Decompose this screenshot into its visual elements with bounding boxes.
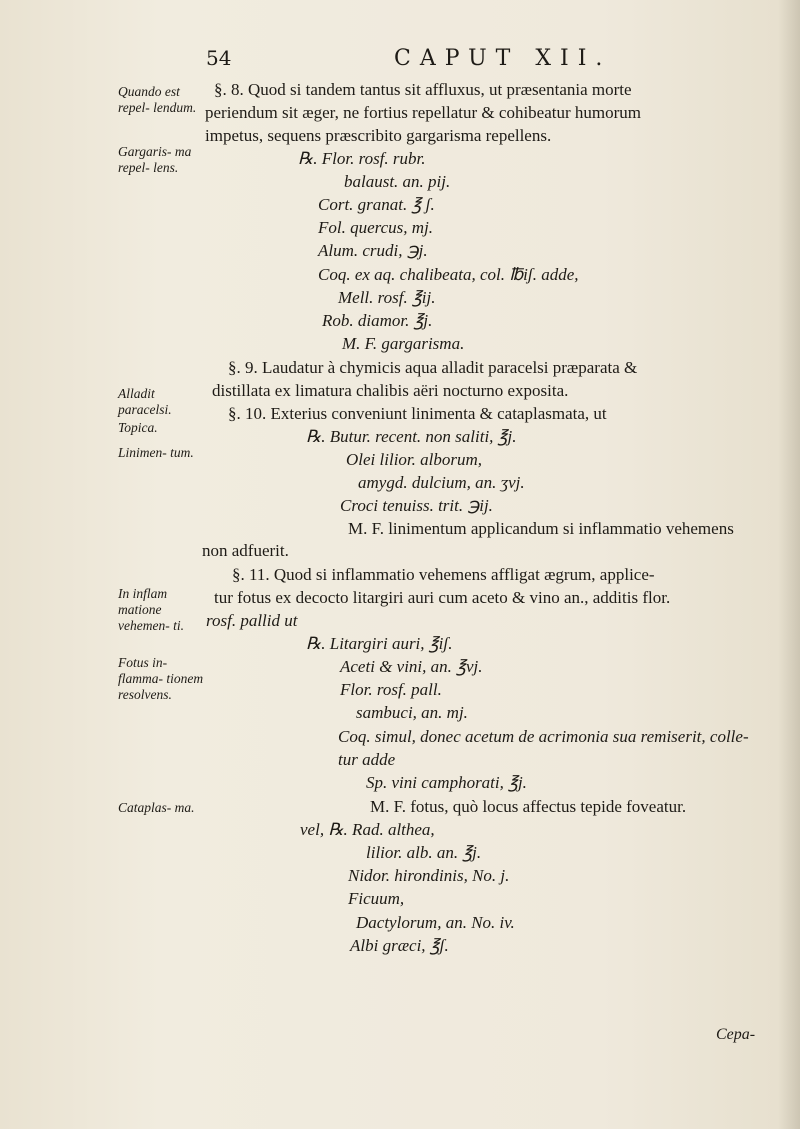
text-line: §. 11. Quod si inflammatio vehemens affligat ægrum, applice- <box>232 565 655 584</box>
text-line: §. 10. Exterius conveniunt linimenta & cataplasmata, ut <box>228 404 607 423</box>
recipe-line: Flor. rosf. pall. <box>340 680 442 699</box>
recipe-line: Fol. quercus, mj. <box>318 218 434 237</box>
recipe-line: ℞. Flor. rosf. rubr. <box>298 149 426 168</box>
recipe-line: Coq. ex aq. chalibeata, col. ℔iʃ. adde, <box>318 265 579 284</box>
margin-note-inflammatione: In inflam matione vehemen- ti. <box>118 586 184 633</box>
recipe-line: Coq. simul, donec acetum de acrimonia sua remiserit, colle- <box>338 727 749 746</box>
recipe-line: ℞. Butur. recent. non saliti, ℥j. <box>306 427 517 446</box>
recipe-line: Mell. rosf. ℥ij. <box>338 288 436 307</box>
text-line: rosf. pallid ut <box>206 611 298 630</box>
page-number: 54 <box>206 46 232 70</box>
page-header <box>0 46 800 76</box>
text-line: impetus, sequens præscribito gargarisma repellens. <box>205 126 552 145</box>
text-line: non adfuerit. <box>202 541 289 560</box>
catchword: Cepa- <box>716 1026 756 1043</box>
margin-note-alladit: Alladit paracelsi. <box>118 386 172 417</box>
recipe-line: Albi græci, ℥ʃ. <box>350 936 449 955</box>
text-line: M. F. fotus, quò locus affectus tepide foveatur. <box>370 797 687 816</box>
text-line: §. 9. Laudatur à chymicis aqua alladit paracelsi præparata & <box>228 358 638 377</box>
recipe-line: Alum. crudi, ℈j. <box>318 241 428 260</box>
recipe-line: lilior. alb. an. ℥j. <box>366 843 482 862</box>
margin-note-fotus: Fotus in- flamma- tionem resolvens. <box>118 655 204 702</box>
page-edge-shadow <box>778 0 800 1129</box>
text-line: periendum sit æger, ne fortius repellatur & cohibeatur humorum <box>205 103 642 122</box>
recipe-line: tur adde <box>338 750 396 769</box>
margin-note-linimentum: Linimen- tum. <box>118 445 194 460</box>
recipe-line: amygd. dulcium, an. ʒvj. <box>358 473 525 492</box>
recipe-line: Olei lilior. alborum, <box>346 450 483 469</box>
margin-note-quando: Quando est repel- lendum. <box>118 84 197 115</box>
text-line: §. 8. Quod si tandem tantus sit affluxus, ut præsentania morte <box>214 80 632 99</box>
recipe-line: sambuci, an. mj. <box>356 703 468 722</box>
margin-note-topica: Topica. <box>118 420 158 435</box>
recipe-line: Cort. granat. ℥ ʃ. <box>318 195 435 214</box>
recipe-line: Rob. diamor. ℥j. <box>322 311 433 330</box>
text-line: tur fotus ex decocto litargiri auri cum aceto & vino an., additis flor. <box>214 588 671 607</box>
recipe-line: balaust. an. pij. <box>344 172 451 191</box>
recipe-line: Ficuum, <box>348 889 405 908</box>
recipe-line: Aceti & vini, an. ℥vj. <box>340 657 483 676</box>
margin-note-gargarisma: Gargaris- ma repel- lens. <box>118 144 192 175</box>
recipe-line: M. F. gargarisma. <box>342 334 465 353</box>
running-title: CAPUT XII. <box>394 46 612 71</box>
recipe-line: Dactylorum, an. No. iv. <box>356 913 515 932</box>
recipe-line: ℞. Litargiri auri, ℥iʃ. <box>306 634 453 653</box>
text-line: M. F. linimentum applicandum si inflammatio vehemens <box>348 519 734 538</box>
text-line: distillata ex limatura chalibis aëri nocturno exposita. <box>212 381 569 400</box>
recipe-line: vel, ℞. Rad. althea, <box>300 820 435 839</box>
margin-note-cataplasma: Cataplas- ma. <box>118 800 195 815</box>
recipe-line: Croci tenuiss. trit. ℈ij. <box>340 496 493 515</box>
recipe-line: Nidor. hirondinis, No. j. <box>348 866 510 885</box>
recipe-line: Sp. vini camphorati, ℥j. <box>366 773 527 792</box>
